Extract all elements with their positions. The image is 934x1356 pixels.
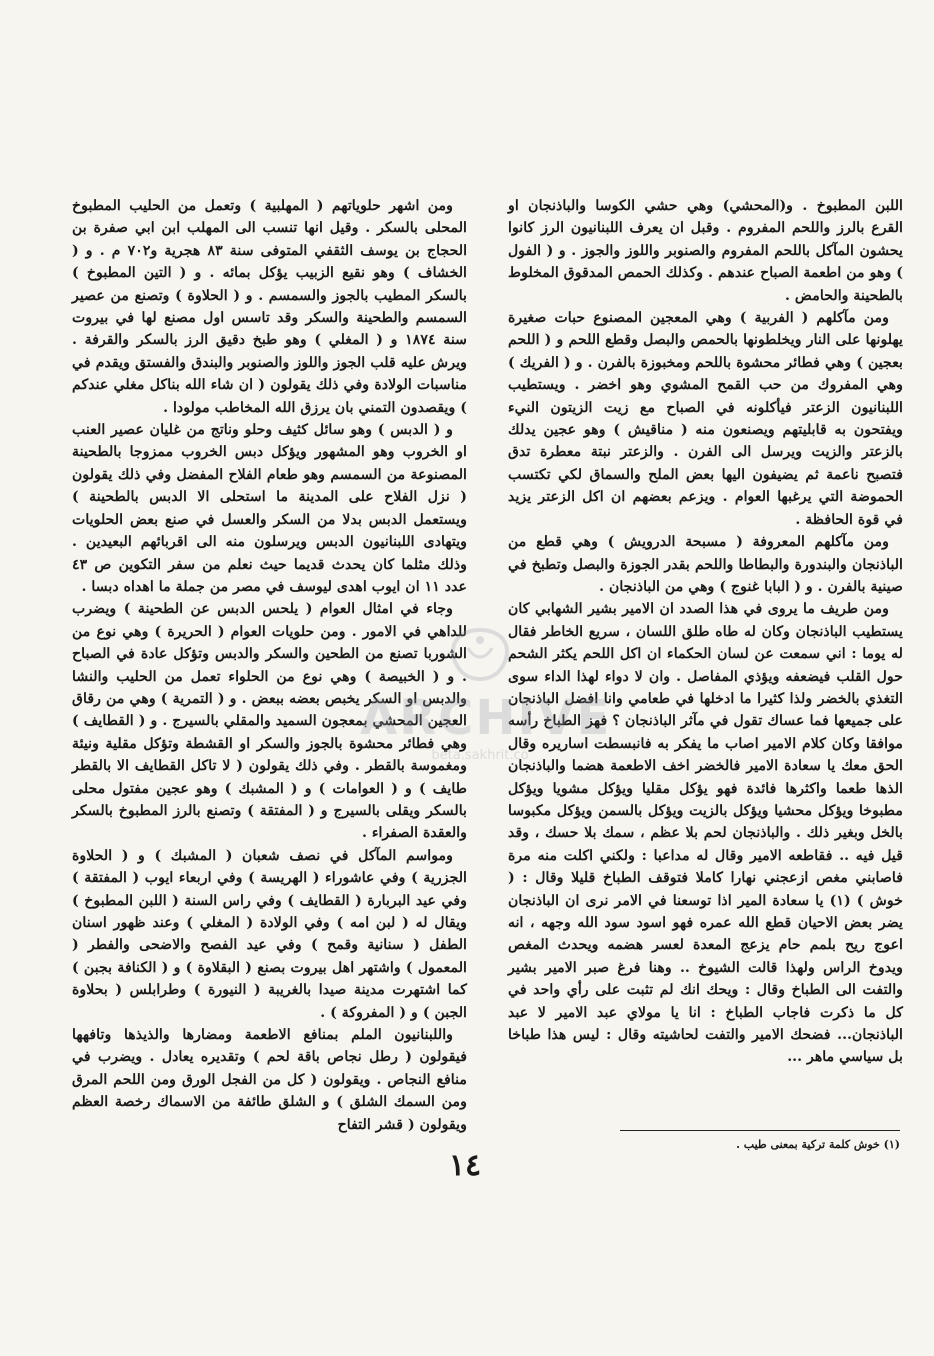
paragraph: اللبن المطبوخ . و(المحشي) وهي حشي الكوسا والباذنجان او القرع بالرز واللحم المفروم . وقبل ان يعرف اللبنانيون الرز كانوا يحشون المآكل باللحم المفروم والصنوبر واللوز والجوز . و ( الفول ) وهو من اطعمة الصباح عندهم . وكذلك الحمص المدقوق المخلوط بالطحينة والحامض . <box>508 198 903 304</box>
paragraph: ومن اشهر حلوياتهم ( المهلبية ) وتعمل من الحليب المطبوخ المحلى بالسكر . وقيل انها تنسب الى المهلب ابن ابي صفرة بن الحجاج بن يوسف الثقفي المتوفى سنة ٨٣ هجرية و٧٠٢ م . و ( الخشاف ) وهو نقيع الزبيب يؤكل بمائه . و ( التين المطبوخ ) بالسكر المطيب بالجوز والسمسم . و ( الحلاوة ) وتصنع من عصير السمسم والطحينة والسكر وقد تاسس اول مصنع لها في بيروت سنة ١٨٧٤ و ( المغلي ) وهو طبخ دقيق الرز بالسكر والقرفة . ويرش عليه قلب الجوز واللوز والصنوبر والبندق والفستق ويقدم في مناسبات الولادة وفي ذلك يقولون ( ان شاء الله بناكل مغلي عندكم ) ويقصدون التمني بان يرزق الله المخاطب مولودا . <box>72 198 468 416</box>
page-number: ١٤ <box>448 1148 482 1183</box>
paragraph: ومن مآكلهم المعروفة ( مسبحة الدرويش ) وهي قطع من الباذنجان والبندورة والبطاطا واللحم بقدر الجوزة والبصل وتطبخ في صينية بالفرن . و ( البابا غنوج ) وهي من الباذنجان . <box>508 534 903 595</box>
paragraph: ومن طريف ما يروى في هذا الصدد ان الامير بشير الشهابي كان يستطيب الباذنجان وكان له طاه طلق اللسان ، سريع الخاطر فقال له يوما : اني سمعت عن لسان الحكماء ان اكل اللحم يكثر الشحم حول القلب فيضعفه ويؤذي المفاصل . وان لا دواء لهذا الداء سوى التغذي بالخضر ولذا كثيرا ما ادخلها في طعامي وانا افضل الباذنجان على جميعها فما عساك تقول في مآثر الباذنجان ؟ فهز الطباخ رأسه موافقا وكان كلام الامير اصاب ما يفكر به فانبسطت اساريره وقال الحق معك يا سعادة الامير فالخضر اخف الاطعمة هضما والباذنجان الذها طعما واكثرها فائدة فهو يؤكل مقليا ويؤكل مشويا ويؤكل مطبوخا ويؤكل محشيا ويؤكل بالزيت ويؤكل بالسمن ويؤكل مكبوسا بالخل وبغير ذلك . والباذنجان لحم بلا عظم ، سمك بلا حسك ، وقد قيل فيه .. فقاطعه الامير وقال له مداعبا : ولكني اكلت منه مرة فاصابني مغص ازعجني نهارا كاملا فتوقف الطباخ قليلا وقال : ( خوش ) (١) يا سعادة المير اذا توسعنا في الامر نرى ان الباذنجان يضر بعض الاحيان قطع الله عمره فهو اسود سود الله وجهه ، انه اعوج ريح بلمم حام يزعج المعدة لعسر هضمه ويحدث المغص ويدوخ الراس ولهذا قالت الشيوخ .. وهنا فرغ صبر الامير بشير والتفت الى الطباخ وقال : ويحك انك لم تثبت على رأي واحد في كل ما ذكرت فاجاب الطباخ : انا يا مولاي عبد الامير لا عبد الباذنجان... فضحك الامير والتفت لحاشيته وقال : ليس هذا طباخا بل سياسي ماهر ... <box>508 601 903 1066</box>
paragraph: و ( الدبس ) وهو سائل كثيف وحلو وناتج من غليان عصير العنب او الخروب وهو المشهور ويؤكل دبس الخروب ممزوجا بالطحينة المصنوعة من السمسم وهو طعام الفلاح المفضل وفي ذلك يقولون ( نزل الفلاح على المدينة ما استحلى الا الدبس بالطحينة ) ويستعمل الدبس بدلا من السكر والعسل في صنع بعض الحلويات ويتهادى اللبنانيون الدبس ويرسلون منه الى اقربائهم البعيدين . وذلك مثلما كان يحدث قديما حيث نعلم من سفر التكوين ص ٤٣ عدد ١١ ان ايوب اهدى ليوسف في مصر من جملة ما اهداه دبسا . <box>72 422 467 595</box>
watermark-text: ARCHIVE <box>360 690 612 746</box>
paragraph: ومواسم المآكل في نصف شعبان ( المشبك ) و ( الحلاوة الجزرية ) وفي عاشوراء ( الهريسة ) وفي اربعاء ايوب ( المفتقة ) وفي عيد البربارة ( القطايف ) وفي راس السنة ( اللبن المطبوخ ) ويقال له ( لبن امه ) وفي الولادة ( المغلي ) وعند ظهور اسنان الطفل ( سنانية وقمح ) وفي عيد الفصح والاضحى والفطر ( المعمول ) واشتهر اهل بيروت بصنع ( البقلاوة ) و ( الكنافة بجبن ) كما اشتهرت مدينة صيدا بالغريبة ( النيورة ) وطرابلس ( بحلاوة الجبن ) و ( المفروكة ) . <box>72 847 467 1021</box>
right-column <box>508 195 903 1069</box>
footnote: (١) خوش كلمة تركية بمعنى طيب . <box>736 1138 900 1151</box>
left-column <box>72 195 467 1136</box>
paragraph: ومن مآكلهم ( الفربية ) وهي المعجين المصنوع حبات صغيرة يهلونها على النار ويخلطونها بالحمص والبصل وقطع اللحم و ( اللحم بعجين ) وهي فطائر محشوة باللحم ومخبوزة بالفرن . و ( الفريك ) وهي المفروك من حب القمح المشوي وهو اخضر . ويستطيب اللبنانيون الزعتر فيأكلونه في الصباح مع زيت الزيتون النيء ويفتحون به قابليتهم ويصنعون منه ( مناقيش ) وهو عجين يدلك بالزعتر والزيت ويرسل الى الفرن . والزعتر نبتة معطرة تدق فتصبح ناعمة ثم يضيفون اليها بعض الملح والسماق لكي تكتسب الحموضة التي يرغبها العوام . ويزعم بعضهم ان اكل الزعتر يزيد في قوة الحافظة . <box>508 310 903 528</box>
footnote-divider <box>620 1130 900 1131</box>
paragraph: وجاء في امثال العوام ( يلحس الدبس عن الطحينة ) ويضرب للداهي في الامور . ومن حلويات العوام ( الحريرة ) وهي نوع من الشوربا تصنع من الطحين والسكر والدبس وتؤكل عادة في الصباح . و ( الخبيصة ) وهي نوع من الحلواء تعمل من الحليب والنشا والدبس او السكر يخبص بعضه ببعض . و ( التمرية ) وهي من رقاق العجين المحشي بمعجون السميد والمقلي بالسيرج . و ( القطايف ) وهي فطائر محشوة بالجوز والسكر او القشطة وتؤكل مقلية ونيئة ومغموسة بالقطر . وفي ذلك يقولون ( لا تاكل القطايف الا بالقطر طايف ) و ( العوامات ) و ( المشبك ) وهو عجين مفتول محلى بالسكر ويقلى بالسيرج و ( المفتقة ) وتصنع بالرز المطبوخ بالسكر والعقدة الصفراء . <box>72 601 467 842</box>
paragraph: واللبنانيون الملم بمنافع الاطعمة ومضارها والذيذها وتافهها فيقولون ( رطل نجاص باقة لحم ) وتقديره يعادل . ويضرب في منافع النجاص . ويقولون ( كل من الفجل الورق ومن اللحم المرق ومن السمك الشلق ) و الشلق طائفة من الاسماك رخصة العظم ويقولون ( قشر التفاح <box>72 1027 467 1133</box>
watermark-url: beta.sakhrit.co <box>431 748 529 763</box>
